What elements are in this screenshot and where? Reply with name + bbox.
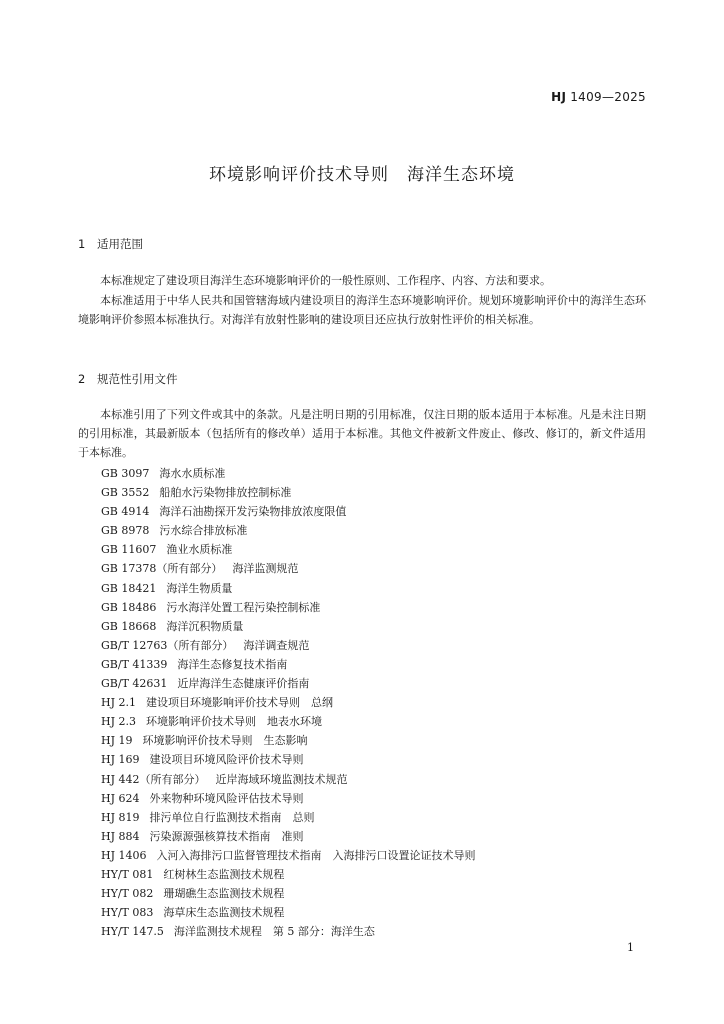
reference-title: 污水综合排放标准 — [159, 524, 248, 538]
reference-item — [101, 846, 476, 865]
reference-item — [101, 903, 476, 922]
reference-code: GB 18668 — [101, 619, 157, 633]
reference-list — [101, 464, 476, 941]
reference-title: 海洋调查规范 — [243, 638, 310, 652]
reference-title: 排污单位自行监测技术指南 总则 — [149, 810, 315, 824]
reference-item — [101, 598, 476, 617]
reference-code: HY/T 081 — [101, 867, 154, 881]
reference-title: 入河入海排污口监督管理技术指南 入海排污口设置论证技术导则 — [156, 848, 476, 862]
reference-code: GB 4914 — [101, 505, 150, 519]
reference-item — [101, 559, 476, 578]
page-number: 1 — [627, 941, 634, 954]
document-title — [0, 160, 724, 185]
reference-code: HJ 442（所有部分） — [101, 772, 206, 786]
reference-title: 海洋沉积物质量 — [166, 619, 244, 633]
reference-code: HJ 2.3 — [101, 715, 136, 729]
reference-title: 海草床生态监测技术规程 — [163, 906, 285, 920]
reference-code: GB 17378（所有部分） — [101, 562, 223, 576]
reference-item — [101, 579, 476, 598]
reference-item — [101, 636, 476, 655]
section-title: 规范性引用文件 — [97, 372, 178, 386]
reference-code: HJ 819 — [101, 810, 140, 824]
reference-title: 污水海洋处置工程污染控制标准 — [166, 600, 321, 614]
reference-item — [101, 808, 476, 827]
reference-item — [101, 502, 476, 521]
reference-code: HJ 19 — [101, 734, 133, 748]
reference-title: 红树林生态监测技术规程 — [163, 867, 285, 881]
reference-title: 海洋生物质量 — [166, 581, 233, 595]
reference-title: 船舶水污染物排放控制标准 — [159, 486, 292, 500]
standard-number: 1409—2025 — [570, 90, 646, 104]
reference-title: 海水水质标准 — [159, 467, 226, 480]
reference-code: GB 8978 — [101, 524, 150, 538]
reference-code: GB 3552 — [101, 486, 150, 500]
reference-title: 近岸海域环境监测技术规范 — [215, 772, 348, 786]
reference-item — [101, 789, 476, 808]
reference-item — [101, 884, 476, 903]
reference-item — [101, 483, 476, 502]
reference-title: 环境影响评价技术导则 生态影响 — [142, 734, 308, 748]
standard-code — [551, 90, 646, 104]
section-1-paragraph-2: 本标准适用于中华人民共和国管辖海域内建设项目的海洋生态环境影响评价。规划环境影响评价中的海洋生态环境影响评价参照本标准执行。对海洋有放射性影响的建设项目还应执行放射性评价的相关标准。 — [78, 294, 646, 326]
reference-item — [101, 617, 476, 636]
reference-item — [101, 540, 476, 559]
standard-prefix: HJ — [551, 90, 567, 104]
reference-title: 建设项目环境风险评价技术导则 — [149, 753, 304, 767]
reference-code: GB 11607 — [101, 543, 157, 557]
reference-item — [101, 750, 476, 769]
reference-item — [101, 865, 476, 884]
reference-code: GB/T 41339 — [101, 657, 168, 671]
reference-code: HJ 624 — [101, 791, 140, 805]
reference-title: 海洋监测技术规程 第 5 部分：海洋生态 — [173, 925, 375, 939]
section-title: 适用范围 — [97, 237, 143, 251]
reference-code: HJ 884 — [101, 829, 140, 843]
reference-code: GB/T 12763（所有部分） — [101, 638, 234, 652]
section-number: 2 — [78, 372, 86, 386]
reference-item — [101, 464, 476, 483]
reference-item — [101, 521, 476, 540]
reference-code: GB/T 42631 — [101, 677, 168, 691]
section-1-paragraph-1: 本标准规定了建设项目海洋生态环境影响评价的一般性原则、工作程序、内容、方法和要求。 — [100, 274, 551, 287]
reference-code: GB 18421 — [101, 581, 157, 595]
reference-item — [101, 827, 476, 846]
reference-title: 海洋监测规范 — [232, 562, 299, 576]
reference-title: 污染源源强核算技术指南 准则 — [149, 829, 304, 843]
reference-item — [101, 731, 476, 750]
reference-title: 环境影响评价技术导则 地表水环境 — [146, 715, 322, 729]
reference-code: HJ 169 — [101, 753, 140, 767]
reference-item — [101, 674, 476, 693]
section-2-paragraph-1: 本标准引用了下列文件或其中的条款。凡是注明日期的引用标准，仅注日期的版本适用于本标准。凡是未注日期的引用标准，其最新版本（包括所有的修改单）适用于本标准。其他文件被新文件废止、修改、修订的，新文件适用于本标准。 — [78, 408, 646, 459]
reference-title: 海洋石油勘探开发污染物排放浓度限值 — [159, 505, 347, 519]
section-1-heading — [78, 236, 143, 252]
reference-title: 渔业水质标准 — [166, 543, 233, 557]
reference-item — [101, 655, 476, 674]
section-2-heading — [78, 371, 178, 387]
reference-title: 建设项目环境影响评价技术导则 总纲 — [146, 696, 333, 710]
reference-item — [101, 922, 476, 941]
reference-item — [101, 693, 476, 712]
title-main: 环境影响评价技术导则 — [209, 165, 389, 185]
reference-code: HY/T 082 — [101, 887, 154, 901]
reference-title: 海洋生态修复技术指南 — [177, 657, 288, 671]
title-sub: 海洋生态环境 — [407, 165, 515, 185]
section-number: 1 — [78, 237, 86, 251]
reference-title: 珊瑚礁生态监测技术规程 — [163, 887, 285, 901]
reference-item — [101, 712, 476, 731]
reference-code: GB 18486 — [101, 600, 157, 614]
reference-item — [101, 770, 476, 789]
reference-title: 外来物种环境风险评估技术导则 — [149, 791, 304, 805]
reference-code: GB 3097 — [101, 467, 150, 480]
reference-code: HJ 2.1 — [101, 696, 136, 710]
reference-code: HY/T 083 — [101, 906, 154, 920]
reference-title: 近岸海洋生态健康评价指南 — [177, 677, 310, 691]
reference-code: HJ 1406 — [101, 848, 147, 862]
reference-code: HY/T 147.5 — [101, 925, 164, 939]
